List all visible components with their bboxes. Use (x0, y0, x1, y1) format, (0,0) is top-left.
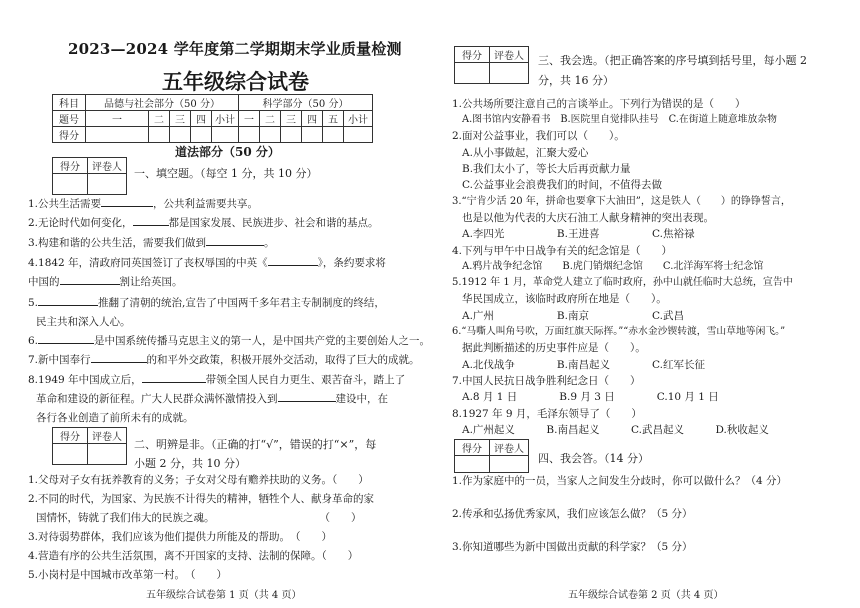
exam-page-2 (430, 0, 860, 608)
answer-blank[interactable] (142, 382, 206, 383)
part1-header: 一、填空题。（每空 1 分，共 10 分） (134, 167, 318, 180)
fill-question-8: 8.1949 年中国成立后， 带领全国人民自力更生、艰苦奋斗，踏上了 (28, 374, 406, 386)
grader-score-label: 得分 (53, 158, 88, 174)
answer-blank[interactable] (60, 284, 120, 285)
page-footer: 五年级综合试卷第 2 页（共 4 页） (568, 590, 724, 601)
choice-question-6: 6.“马嘶人叫角号吹，万面红旗天际挥。”“赤水金沙锲转渡，雪山草地等闲飞。” (452, 326, 786, 337)
score-table-moral-header: 品德与社会部分（50 分） (86, 95, 239, 111)
choice-option-2a: A.从小事做起，汇聚大爱心 (462, 147, 589, 159)
grader-box-part2 (52, 427, 127, 465)
grader-name-field[interactable] (490, 456, 529, 473)
answer-blank[interactable] (38, 305, 98, 306)
grader-name-label: 评卷人 (88, 158, 127, 174)
score-table-cell: 小计 (344, 111, 373, 127)
grader-score-label: 得分 (53, 428, 88, 444)
choice-question-5: 5.1912 年 1 月，革命党人建立了临时政府，孙中山就任临时大总统，宣告中 (452, 277, 793, 288)
fill-question-2: 2.无论时代如何变化， 都是国家发展、民族进步、社会和谐的基点。 (28, 217, 379, 229)
fill-question-1: 1.公共生活需要 ，公共利益需要共享。 (28, 198, 259, 210)
section-title: 道法部分（50 分） (175, 145, 280, 159)
choice-options-4: A.鸦片战争纪念馆 B.虎门销烟纪念馆 C.北洋海军将士纪念馆 (462, 261, 764, 272)
score-blank-cell[interactable] (239, 127, 260, 143)
answer-blank[interactable] (101, 206, 153, 207)
grader-score-label: 得分 (455, 47, 490, 63)
choice-question-7: 7.中国人民抗日战争胜利纪念日（ ） (452, 375, 641, 387)
score-table-cell: 五 (323, 111, 344, 127)
fill-question-6: 6. 是中国系统传播马克思主义的第一人，是中国共产党的主要创始人之一。 (28, 335, 431, 347)
answer-blank[interactable] (38, 343, 94, 344)
answer-question-2: 2.传承和弘扬优秀家风，我们应该怎么做？（5 分） (452, 508, 693, 520)
grader-name-label: 评卷人 (88, 428, 127, 444)
score-blank-cell[interactable] (281, 127, 302, 143)
fill-question-5: 5. 推翻了清朝的统治,宣告了中国两千多年君主专制制度的终结， (28, 297, 385, 309)
grader-score-field[interactable] (455, 456, 490, 473)
choice-option-2c: C.公益事业会浪费我们的时间，不值得去做 (462, 179, 662, 191)
judge-question-1: 1.父母对子女有抚养教育的义务；子女对父母有赡养扶助的义务。（ ） (28, 474, 369, 486)
choice-question-1: 1.公共场所要注意自己的言谈举止。下列行为错误的是（ ） (452, 98, 746, 110)
choice-question-3: 3.“宁肯少活 20 年，拼命也要拿下大油田”，这是铁人（ ）的铮铮誓言， (452, 196, 791, 207)
answer-question-1: 1.作为家庭中的一员，当家人之间发生分歧时，你可以做什么？（4 分） (452, 475, 788, 487)
fill-question-4-cont: 中国的 割让给英国。 (28, 276, 183, 288)
score-blank-cell[interactable] (86, 127, 149, 143)
choice-question-5-cont: 华民国成立，该临时政府所在地是（ ）。 (462, 293, 667, 305)
score-blank-cell[interactable] (149, 127, 170, 143)
score-table-cell: 小计 (212, 111, 239, 127)
choice-question-8: 8.1927 年 9 月，毛泽东领导了（ ） (452, 408, 642, 420)
score-table-cell: 三 (170, 111, 191, 127)
exam-title: 2023—2024 学年度第二学期期末学业质量检测 (68, 40, 402, 58)
score-table-cell: 三 (281, 111, 302, 127)
score-blank-cell[interactable] (191, 127, 212, 143)
part2-header-line1: 二、明辨是非。（正确的打“√”，错误的打“×”，每 (134, 438, 377, 451)
part2-header-line2: 小题 2 分，共 10 分） (134, 457, 246, 470)
grader-score-field[interactable] (53, 174, 88, 195)
grader-box-part3 (454, 46, 529, 84)
score-table-cell: 四 (191, 111, 212, 127)
score-blank-cell[interactable] (212, 127, 239, 143)
answer-blank[interactable] (91, 362, 147, 363)
grader-box-part1 (52, 157, 127, 195)
grader-name-field[interactable] (88, 174, 127, 195)
choice-options-6: A.北伐战争 B.南昌起义 C.红军长征 (462, 359, 705, 371)
choice-options-5: A.广州 B.南京 C.武昌 (462, 310, 684, 322)
grader-name-label: 评卷人 (490, 440, 529, 456)
score-blank-cell[interactable] (323, 127, 344, 143)
judge-question-2-cont: 国情怀，铸就了我们伟大的民族之魂。 （ ） (36, 512, 362, 524)
grader-name-field[interactable] (490, 63, 529, 84)
fill-question-3: 3.构建和谐的公共生活，需要我们做到 。 (28, 237, 275, 249)
score-blank-cell[interactable] (302, 127, 323, 143)
choice-options-1: A.图书馆内安静看书 B.医院里自觉排队挂号 C.在街道上随意堆放杂物 (462, 114, 777, 125)
answer-blank[interactable] (278, 401, 336, 402)
fill-question-4: 4.1842 年，清政府同英国签订了丧权辱国的中英《 》，条约要求将 (28, 257, 386, 269)
fill-question-5-cont: 民主共和深入人心。 (36, 316, 131, 328)
score-table-cell: 一 (239, 111, 260, 127)
grader-score-field[interactable] (455, 63, 490, 84)
choice-options-3: A.李四光 B.王进喜 C.焦裕禄 (462, 228, 695, 240)
part3-header-line1: 三、我会选。（把正确答案的序号填到括号里，每小题 2 (538, 54, 807, 67)
score-table-cell: 二 (149, 111, 170, 127)
judge-question-5: 5.小岗村是中国城市改革第一村。 （ ） (28, 569, 228, 581)
grader-score-field[interactable] (53, 444, 88, 465)
score-table-cell: 二 (260, 111, 281, 127)
choice-question-6-cont: 据此判断描述的历史事件应是（ ）。 (462, 342, 646, 354)
choice-options-7: A.8 月 1 日 B.9 月 3 日 C.10 月 1 日 (462, 391, 719, 403)
choice-question-3-cont: 也是以他为代表的大庆石油工人献身精神的突出表现。 (462, 212, 714, 224)
choice-options-8: A.广州起义 B.南昌起义 C.武昌起义 D.秋收起义 (462, 424, 769, 436)
exam-subtitle: 五年级综合试卷 (162, 69, 309, 94)
choice-question-2: 2.面对公益事业，我们可以（ ）。 (452, 130, 625, 142)
choice-question-4: 4.下列与甲午中日战争有关的纪念馆是（ ） (452, 245, 673, 257)
score-blank-cell[interactable] (344, 127, 373, 143)
grader-score-label: 得分 (455, 440, 490, 456)
score-blank-cell[interactable] (170, 127, 191, 143)
score-table-cell: 题号 (53, 111, 86, 127)
answer-blank[interactable] (133, 225, 169, 226)
part4-header: 四、我会答。（14 分） (538, 452, 649, 465)
fill-question-7: 7.新中国奉行 的和平外交政策，积极开展外交活动，取得了巨大的成就。 (28, 354, 420, 366)
judge-question-3: 3.对待弱势群体，我们应该为他们提供力所能及的帮助。 （ ） (28, 531, 333, 543)
grader-name-label: 评卷人 (490, 47, 529, 63)
fill-question-8-cont: 革命和建设的新征程。广大人民群众满怀激情投入到 建设中，在 (36, 393, 388, 405)
answer-blank[interactable] (206, 245, 264, 246)
page-footer: 五年级综合试卷第 1 页（共 4 页） (146, 590, 302, 601)
score-table-science-header: 科学部分（50 分） (239, 95, 373, 111)
choice-option-2b: B.我们太小了，等长大后再贡献力量 (462, 163, 631, 175)
score-table-cell: 得分 (53, 127, 86, 143)
judge-question-2: 2.不同的时代，为国家、为民族不计得失的精神，牺牲个人、献身革命的家 (28, 493, 375, 505)
answer-blank[interactable] (268, 265, 318, 266)
fill-question-8-end: 各行各业创造了前所未有的成就。 (36, 412, 194, 424)
score-table-cell: 四 (302, 111, 323, 127)
score-table (52, 94, 373, 143)
grader-name-field[interactable] (88, 444, 127, 465)
answer-question-3: 3.你知道哪些为新中国做出贡献的科学家？（5 分） (452, 541, 693, 553)
part3-header-line2: 分，共 16 分） (538, 74, 614, 87)
judge-question-4: 4.营造有序的公共生活氛围，离不开国家的支持、法制的保障。（ ） (28, 550, 359, 562)
score-table-subject-label: 科目 (53, 95, 86, 111)
score-blank-cell[interactable] (260, 127, 281, 143)
score-table-cell: 一 (86, 111, 149, 127)
grader-box-part4 (454, 439, 529, 473)
